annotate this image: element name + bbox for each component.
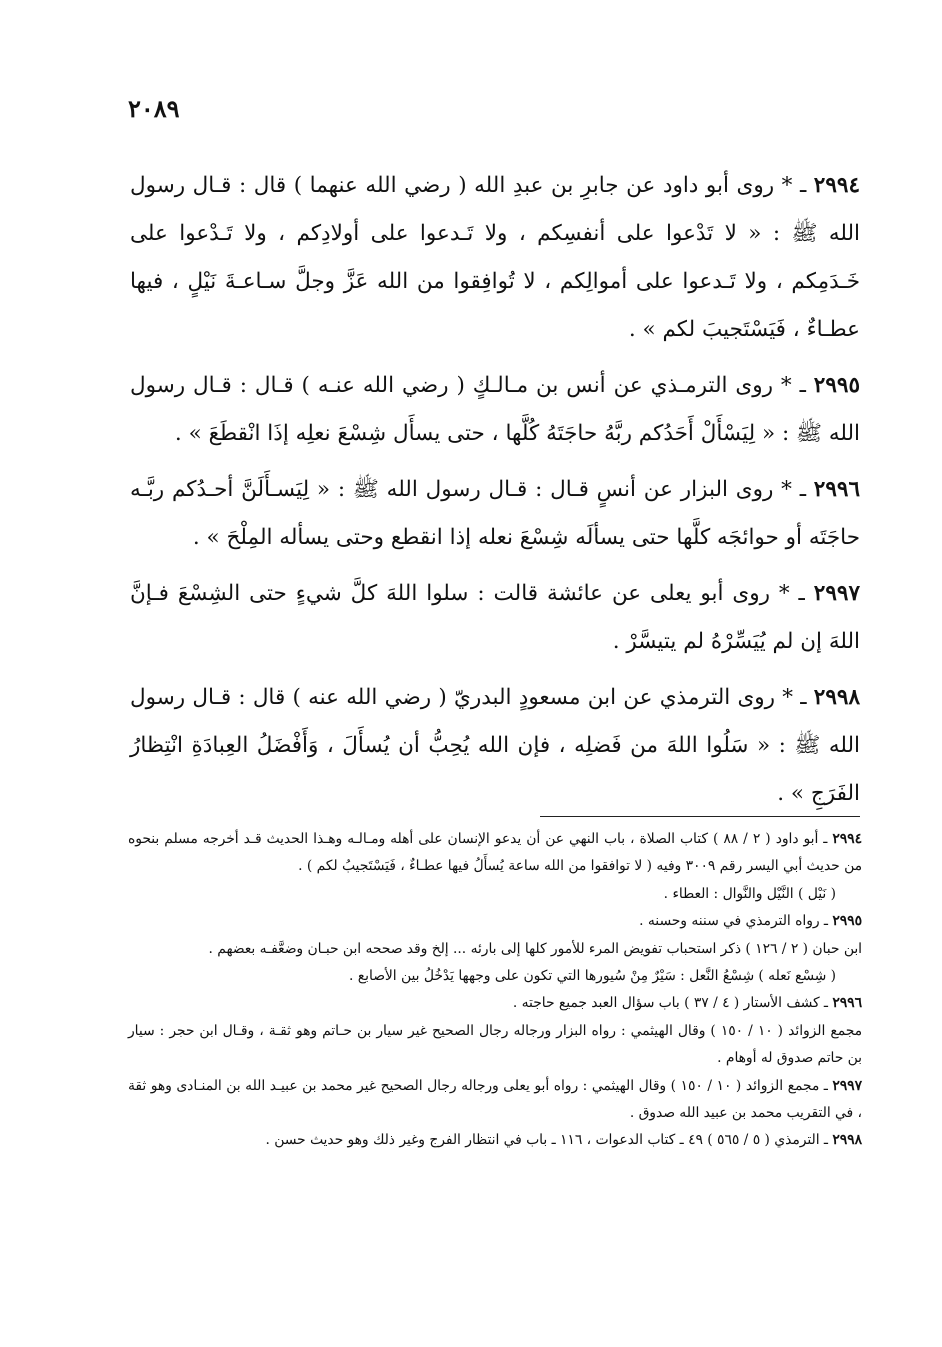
footnote (128, 936, 862, 963)
footnote-number: ٢٩٩٨ (832, 1132, 862, 1149)
hadith-number: ٢٩٩٨ (813, 685, 860, 710)
footnote (128, 1127, 862, 1154)
footnote (128, 826, 862, 881)
footnote (128, 963, 862, 990)
footnote-number: ٢٩٩٦ (832, 995, 862, 1012)
hadith-text: ـ * روى أبو داود عن جابرِ بن عبدِ الله ( رضي الله عنهما ) قال : قـال رسول الله ﷺ : « لا تَدْعوا على أنفسِكم ، ولا تَـدعوا على أولادِكم ، ولا تَـدْعوا على خَـدَمِكم ، ولا تَـدعوا على أموالِكم ، لا تُوافِقوا من الله عَزَّ وجلَّ سـاعـةَ نَيْلٍ ، فيها عطـاءٌ ، فَيَسْتَجيبَ لكم » . (130, 173, 860, 342)
footnote-number: ٢٩٩٥ (832, 913, 862, 930)
footnote-text: ( شِسْع نَعله ) شِسْعُ النَّعل : سَيْرٌ مِنْ سُيورها التي تكون على وجهها يَدْخُلُ بين الأصابع . (349, 968, 836, 985)
hadith-entry (130, 162, 860, 354)
footnote-text: ـ رواه الترمذي في سننه وحسنه . (639, 913, 833, 930)
footnote-text: ـ مجمع الزوائد ( ١٠ / ١٥٠ ) وقال الهيثمي : رواه أبو يعلى ورجاله رجال الصحيح غير محمد بن عبيـد الله بن المنـادى وهو ثقة ، في التقريب محمد بن عبيد الله صدوق . (128, 1077, 862, 1122)
footnote-text: ـ أبو داود ( ٢ / ٨٨ ) كتاب الصلاة ، باب النهي عن أن يدعو الإنسان على أهله ومـالـه وهـذا الحديث قـد أخرجه مسلم بنحوه من حديث أبي اليسر رقم ٣٠٠٩ وفيه ( لا توافقوا من الله ساعة يُسأَلُ فيها عطـاءٌ ، فَيَسْتَجيبُ لكم ) . (128, 831, 862, 875)
hadith-entry (130, 466, 860, 562)
footnote (128, 1018, 862, 1073)
hadith-text: ـ * روى البزار عن أنسٍ قـال : قـال رسول الله ﷺ : « لِيَسـأَلَنَّ أحـدُكم ربَّـه حاجَتَه أو حوائجَه كلَّها حتى يسألَه شِسْعَ نعله إذا انقطع وحتى يسأله المِلْحَ » . (130, 477, 860, 550)
footnote-divider (540, 816, 860, 817)
hadith-entry (130, 674, 860, 818)
footnote (128, 908, 862, 935)
footnote-text: ـ الترمذي ( ٥ / ٥٦٥ ) ٤٩ ـ كتاب الدعوات ، ١١٦ ـ باب في انتظار الفرج وغير ذلك وهو حديث حسن . (265, 1132, 833, 1149)
footnote-text: ابن حبان ( ٢ / ١٢٦ ) ذكر استحباب تفويض المرء للأمور كلها إلى بارئه ... إلخ وقد صححه ابن حبـان وضعَّفـه بعضهم . (208, 940, 862, 957)
hadith-entry (130, 362, 860, 458)
footnote-text: ( نَيْل ) النَّيْل والنَّوال : العطاء . (663, 885, 836, 902)
page-number: ٢٠٨٩ (128, 94, 180, 123)
footnote-text: ـ كشف الأستار ( ٤ / ٣٧ ) باب سؤال العبد جميع حاجته . (512, 995, 833, 1012)
footnote (128, 1073, 862, 1128)
footnotes (128, 826, 862, 1155)
hadith-number: ٢٩٩٥ (813, 373, 860, 398)
footnote-number: ٢٩٩٤ (832, 831, 863, 847)
footnote (128, 881, 862, 908)
hadith-number: ٢٩٩٤ (813, 173, 860, 198)
hadith-number: ٢٩٩٦ (813, 477, 860, 502)
footnote-text: مجمع الزوائد ( ١٠ / ١٥٠ ) وقال الهيثمي : رواه البزار ورجاله رجال الصحيح غير سيار بن حـاتم وهو ثقـة ، وقـال ابن حجر : سيار بن حاتم صدوق له أوهام . (128, 1022, 862, 1067)
hadith-text: ـ * روى الترمـذي عن أنس بن مـالـكٍ ( رضي الله عنـه ) قـال : قـال رسول الله ﷺ : « لِيَسْأَلْ أَحَدُكم ربَّهُ حاجَتَهُ كُلَّها ، حتى يسأَل شِسْعَ نعلِه إذَا انْقطَعَ » . (130, 373, 860, 446)
hadith-number: ٢٩٩٧ (813, 581, 860, 606)
footnote (128, 990, 862, 1017)
footnote-number: ٢٩٩٧ (832, 1077, 863, 1094)
hadith-list (130, 162, 860, 826)
hadith-text: ـ * روى الترمذي عن ابن مسعودٍ البدريّ ( رضي الله عنه ) قال : قـال رسول الله ﷺ : « سَلُوا اللهَ من فَضلِه ، فإن الله يُحِبُّ أن يُسأَلَ ، وَأَفْضَلُ العِبادَةِ انْتِظارُ الفَرَجِ » . (130, 685, 860, 806)
hadith-text: ـ * روى أبو يعلى عن عائشة قالت : سلوا اللهَ كلَّ شيءٍ حتى الشِسْعَ فـإنَّ اللهَ إن لم يُيَسِّرْهُ لم يتيسَّرْ . (130, 581, 860, 654)
hadith-entry (130, 570, 860, 666)
